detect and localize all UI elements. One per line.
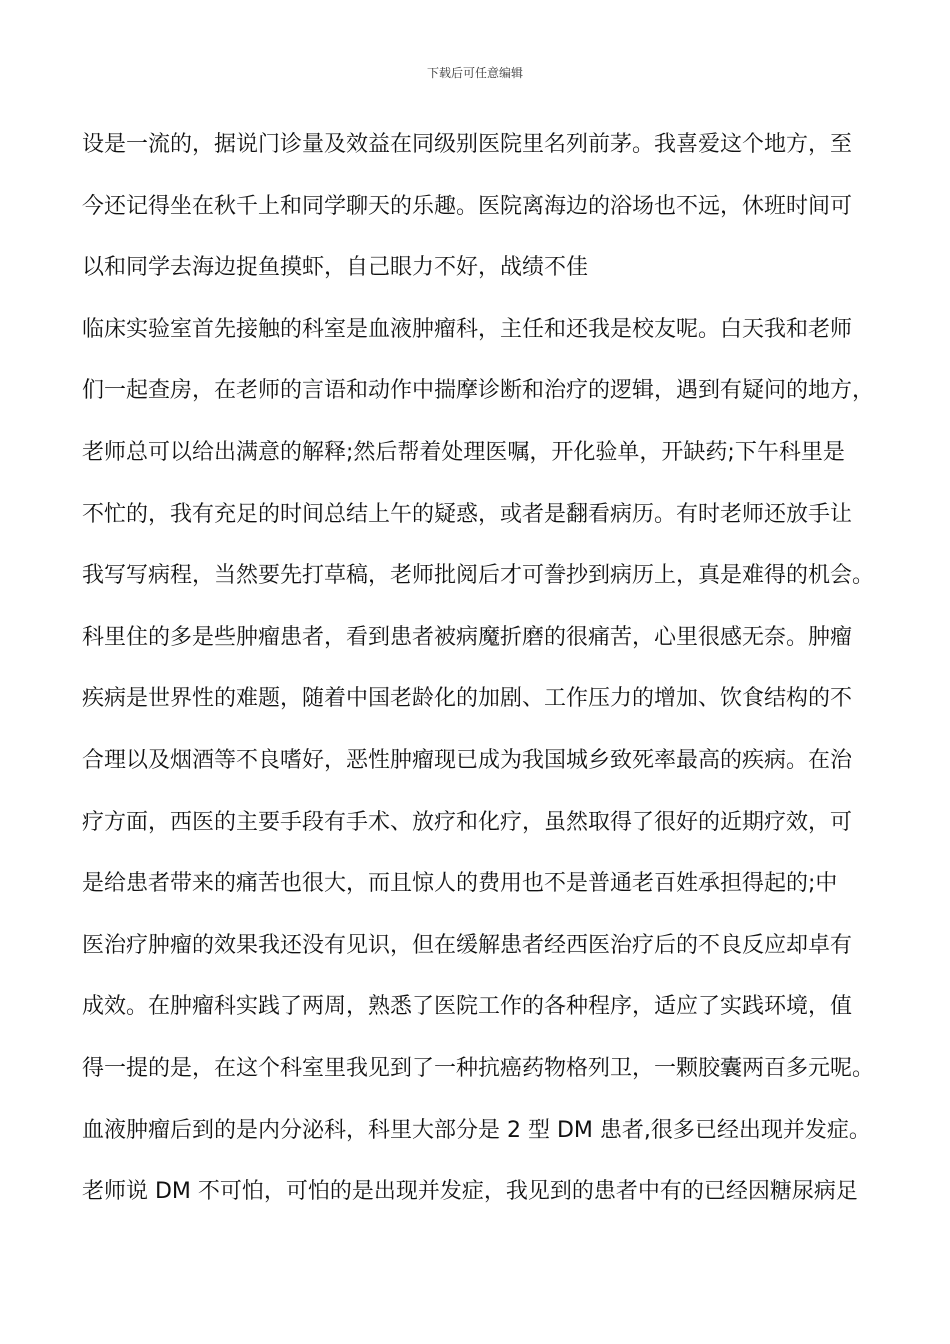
text-line: 们一起查房，在老师的言语和动作中揣摩诊断和治疗的逻辑，遇到有疑问的地方， <box>82 378 875 404</box>
text-line: 疗方面，西医的主要手段有手术、放疗和化疗，虽然取得了很好的近期疗效，可 <box>82 809 853 835</box>
text-line: 得一提的是，在这个科室里我见到了一种抗癌药物格列卫，一颗胶囊两百多元呢。 <box>82 1055 875 1081</box>
text-line: 设是一流的，据说门诊量及效益在同级别医院里名列前茅。我喜爱这个地方，至 <box>82 132 853 157</box>
text-line: 疾病是世界性的难题，随着中国老龄化的加剧、工作压力的增加、饮食结构的不 <box>82 686 853 712</box>
text-line: 科里住的多是些肿瘤患者，看到患者被病魔折磨的很痛苦，心里很感无奈。肿瘤 <box>82 624 853 650</box>
text-line: 我写写病程，当然要先打草稿，老师批阅后才可誊抄到病历上，真是难得的机会。 <box>82 563 875 589</box>
text-line: 临床实验室首先接触的科室是血液肿瘤科，主任和还我是校友呢。白天我和老师 <box>82 316 853 342</box>
text-line: 合理以及烟酒等不良嗜好，恶性肿瘤现已成为我国城乡致死率最高的疾病。在治 <box>82 747 853 773</box>
text-line: 不忙的，我有充足的时间总结上午的疑惑，或者是翻看病历。有时老师还放手让 <box>82 501 853 527</box>
text-line: 老师总可以给出满意的解释;然后帮着处理医嘱，开化验单，开缺药;下午科里是 <box>82 439 845 465</box>
text-line: 老师说 DM 不可怕，可怕的是出现并发症，我见到的患者中有的已经因糖尿病足 <box>82 1179 858 1205</box>
text-line: 今还记得坐在秋千上和同学聊天的乐趣。医院离海边的浴场也不远，休班时间可 <box>82 193 853 219</box>
text-line: 是给患者带来的痛苦也很大，而且惊人的费用也不是普通老百姓承担得起的;中 <box>82 871 838 897</box>
text-line: 以和同学去海边捉鱼摸虾，自己眼力不好，战绩不佳 <box>82 255 589 281</box>
document-body <box>82 114 882 1223</box>
text-line: 医治疗肿瘤的效果我还没有见识，但在缓解患者经西医治疗后的不良反应却卓有 <box>82 932 853 958</box>
text-line: 血液肿瘤后到的是内分泌科，科里大部分是 2 型 DM 患者,很多已经出现并发症。 <box>82 1117 871 1143</box>
text-line: 成效。在肿瘤科实践了两周，熟悉了医院工作的各种程序，适应了实践环境，值 <box>82 994 853 1020</box>
page-header: 下载后可任意编辑 <box>426 66 523 80</box>
